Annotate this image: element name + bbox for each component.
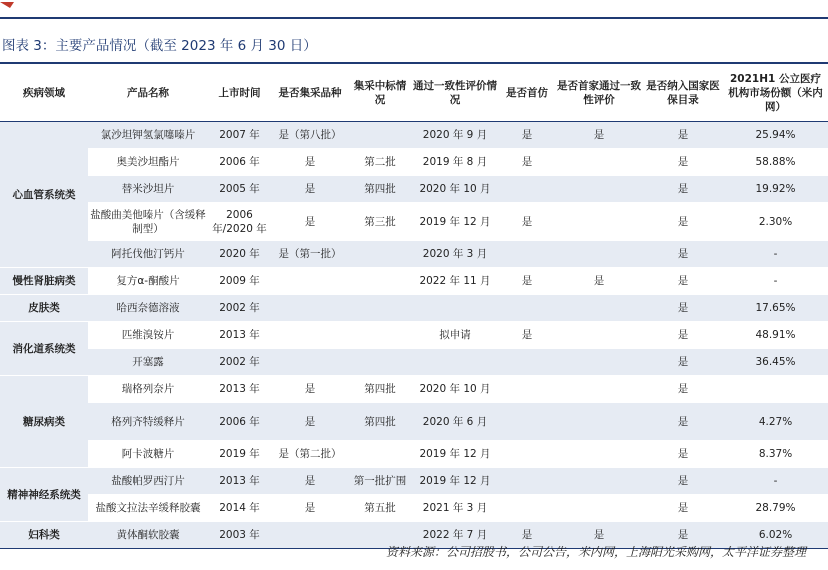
table-cell: 是 bbox=[499, 522, 555, 549]
table-cell: 第五批 bbox=[349, 495, 411, 522]
header-cell: 是否纳入国家医保目录 bbox=[643, 64, 723, 122]
table-cell bbox=[555, 295, 643, 322]
table-cell: 2020 年 3 月 bbox=[411, 241, 499, 268]
table-cell bbox=[271, 349, 349, 376]
table-cell bbox=[555, 468, 643, 495]
table-cell bbox=[555, 149, 643, 176]
table-cell: 是 bbox=[499, 322, 555, 349]
table-cell: 是 bbox=[643, 241, 723, 268]
category-cell: 皮肤类 bbox=[0, 295, 88, 322]
table-cell: 拟申请 bbox=[411, 322, 499, 349]
table-cell bbox=[499, 495, 555, 522]
table-cell bbox=[555, 322, 643, 349]
table-cell bbox=[411, 295, 499, 322]
table-cell: 2019 年 12 月 bbox=[411, 203, 499, 241]
header-cell: 是否首仿 bbox=[499, 64, 555, 122]
table-cell: 是 bbox=[643, 349, 723, 376]
table-cell bbox=[555, 403, 643, 441]
table-cell: 2006 年 bbox=[208, 149, 271, 176]
source-note: 资料来源：公司招股书，公司公告，米内网，上海阳光采购网，太平洋证券整理 bbox=[385, 545, 806, 559]
table-cell bbox=[499, 376, 555, 403]
table-row bbox=[0, 441, 828, 468]
table-cell: 是 bbox=[643, 522, 723, 549]
table-row bbox=[0, 495, 828, 522]
table-cell: 是 bbox=[643, 495, 723, 522]
table-cell: 是（第一批） bbox=[271, 241, 349, 268]
table-cell: 2013 年 bbox=[208, 376, 271, 403]
table-cell bbox=[499, 349, 555, 376]
table-cell: 2005 年 bbox=[208, 176, 271, 203]
table-cell: 2002 年 bbox=[208, 295, 271, 322]
table-cell bbox=[271, 322, 349, 349]
table-cell: 2020 年 6 月 bbox=[411, 403, 499, 441]
table-cell: 25.94% bbox=[723, 122, 828, 149]
table-cell: - bbox=[723, 468, 828, 495]
table-cell: 替米沙坦片 bbox=[88, 176, 208, 203]
table-cell: 19.92% bbox=[723, 176, 828, 203]
table-cell: 是 bbox=[643, 176, 723, 203]
header-rule bbox=[0, 17, 828, 19]
table-cell: 是 bbox=[499, 268, 555, 295]
table-cell: - bbox=[723, 241, 828, 268]
header-cell: 产品名称 bbox=[88, 64, 208, 122]
table-cell bbox=[499, 176, 555, 203]
table-cell: 58.88% bbox=[723, 149, 828, 176]
table-cell bbox=[271, 295, 349, 322]
table-cell: 2020 年 10 月 bbox=[411, 176, 499, 203]
table-cell bbox=[499, 468, 555, 495]
table-cell: 氯沙坦钾氢氯噻嗪片 bbox=[88, 122, 208, 149]
table-cell: 17.65% bbox=[723, 295, 828, 322]
table-cell: 盐酸曲美他嗪片（含缓释制型） bbox=[88, 203, 208, 241]
table-cell bbox=[349, 268, 411, 295]
table-cell bbox=[349, 322, 411, 349]
table-cell bbox=[271, 522, 349, 549]
table-cell: 2020 年 10 月 bbox=[411, 376, 499, 403]
table-cell: 2021 年 3 月 bbox=[411, 495, 499, 522]
table-header-row bbox=[0, 64, 828, 122]
table-cell: 是 bbox=[271, 149, 349, 176]
header-cell: 集采中标情况 bbox=[349, 64, 411, 122]
table-cell: 2006 年 bbox=[208, 403, 271, 441]
table-cell: 是 bbox=[643, 322, 723, 349]
table-cell bbox=[411, 349, 499, 376]
table-row bbox=[0, 149, 828, 176]
table-cell bbox=[555, 176, 643, 203]
table-cell: 6.02% bbox=[723, 522, 828, 549]
table-cell: 是 bbox=[643, 403, 723, 441]
table-cell bbox=[555, 495, 643, 522]
table-row bbox=[0, 349, 828, 376]
table-cell bbox=[499, 441, 555, 468]
table-cell: 第一批扩围 bbox=[349, 468, 411, 495]
corner-logo-mark bbox=[0, 0, 26, 12]
table-row bbox=[0, 176, 828, 203]
table-cell: 2.30% bbox=[723, 203, 828, 241]
table-row bbox=[0, 295, 828, 322]
table-cell: 2003 年 bbox=[208, 522, 271, 549]
table-cell bbox=[349, 349, 411, 376]
table-row bbox=[0, 376, 828, 403]
table-cell: 是 bbox=[555, 122, 643, 149]
table-cell: 2013 年 bbox=[208, 468, 271, 495]
table-cell: 是 bbox=[271, 495, 349, 522]
table-cell: 盐酸文拉法辛缓释胶囊 bbox=[88, 495, 208, 522]
table-cell: 格列齐特缓释片 bbox=[88, 403, 208, 441]
header-cell: 通过一致性评价情况 bbox=[411, 64, 499, 122]
category-cell: 妇科类 bbox=[0, 522, 88, 549]
table-cell: 是 bbox=[555, 522, 643, 549]
table-cell: 2019 年 12 月 bbox=[411, 441, 499, 468]
table-cell: 是 bbox=[643, 268, 723, 295]
table-cell: 奥美沙坦酯片 bbox=[88, 149, 208, 176]
table-cell: 是 bbox=[555, 268, 643, 295]
header-cell: 是否集采品种 bbox=[271, 64, 349, 122]
table-cell: 是 bbox=[643, 295, 723, 322]
table-cell: 是 bbox=[271, 376, 349, 403]
header-cell: 疾病领域 bbox=[0, 64, 88, 122]
table-cell bbox=[349, 441, 411, 468]
category-cell: 精神神经系统类 bbox=[0, 468, 88, 522]
table-cell: 2009 年 bbox=[208, 268, 271, 295]
table-cell: 是 bbox=[643, 122, 723, 149]
table-row bbox=[0, 322, 828, 349]
table-cell: 是 bbox=[499, 122, 555, 149]
table-cell: 28.79% bbox=[723, 495, 828, 522]
table-cell: 2007 年 bbox=[208, 122, 271, 149]
table-row bbox=[0, 468, 828, 495]
table-cell bbox=[555, 349, 643, 376]
category-cell: 消化道系统类 bbox=[0, 322, 88, 376]
table-cell: 2013 年 bbox=[208, 322, 271, 349]
table-cell: 是（第二批） bbox=[271, 441, 349, 468]
table-cell: 2020 年 bbox=[208, 241, 271, 268]
table-cell: 第三批 bbox=[349, 203, 411, 241]
table-cell bbox=[555, 241, 643, 268]
table-cell: 2014 年 bbox=[208, 495, 271, 522]
table-row bbox=[0, 203, 828, 241]
table-cell: 盐酸帕罗西汀片 bbox=[88, 468, 208, 495]
table-cell: 是 bbox=[643, 468, 723, 495]
table-cell: 黄体酮软胶囊 bbox=[88, 522, 208, 549]
table-cell: 是 bbox=[271, 203, 349, 241]
table-cell: 2022 年 11 月 bbox=[411, 268, 499, 295]
table-cell: 2019 年 bbox=[208, 441, 271, 468]
table-cell: 是 bbox=[643, 441, 723, 468]
table-row bbox=[0, 241, 828, 268]
header-cell: 是否首家通过一致性评价 bbox=[555, 64, 643, 122]
table-cell bbox=[349, 295, 411, 322]
table-cell: 8.37% bbox=[723, 441, 828, 468]
table-cell: 是（第八批） bbox=[271, 122, 349, 149]
table-body bbox=[0, 122, 828, 549]
header-cell: 上市时间 bbox=[208, 64, 271, 122]
table-cell: 阿托伐他汀钙片 bbox=[88, 241, 208, 268]
table-cell bbox=[349, 122, 411, 149]
table-cell bbox=[499, 241, 555, 268]
table-cell: 是 bbox=[643, 376, 723, 403]
category-cell: 心血管系统类 bbox=[0, 122, 88, 268]
table-cell bbox=[499, 295, 555, 322]
table-cell bbox=[723, 376, 828, 403]
table-cell: 是 bbox=[499, 149, 555, 176]
table-cell: 瑞格列奈片 bbox=[88, 376, 208, 403]
table-cell: 是 bbox=[271, 403, 349, 441]
figure-title: 图表 3：主要产品情况（截至 2023 年 6 月 30 日） bbox=[2, 38, 317, 54]
table-cell bbox=[271, 268, 349, 295]
table-cell: 4.27% bbox=[723, 403, 828, 441]
category-cell: 糖尿病类 bbox=[0, 376, 88, 468]
table-cell: 开塞露 bbox=[88, 349, 208, 376]
table-cell bbox=[555, 203, 643, 241]
table-cell: 2022 年 7 月 bbox=[411, 522, 499, 549]
table-cell bbox=[499, 403, 555, 441]
category-cell: 慢性肾脏病类 bbox=[0, 268, 88, 295]
table-cell: 2002 年 bbox=[208, 349, 271, 376]
table-row bbox=[0, 403, 828, 441]
table-cell: 是 bbox=[271, 468, 349, 495]
table-cell: 48.91% bbox=[723, 322, 828, 349]
table-cell: 是 bbox=[499, 203, 555, 241]
table-cell: 哈西奈德溶液 bbox=[88, 295, 208, 322]
table-cell: 匹维溴铵片 bbox=[88, 322, 208, 349]
product-table bbox=[0, 64, 828, 549]
table-cell: 第四批 bbox=[349, 403, 411, 441]
table-cell bbox=[555, 441, 643, 468]
table-cell: 是 bbox=[643, 149, 723, 176]
table-cell bbox=[555, 376, 643, 403]
table-cell: - bbox=[723, 268, 828, 295]
table-row bbox=[0, 268, 828, 295]
table-cell: 阿卡波糖片 bbox=[88, 441, 208, 468]
table-cell: 第四批 bbox=[349, 376, 411, 403]
table-row bbox=[0, 122, 828, 149]
table-cell: 2020 年 9 月 bbox=[411, 122, 499, 149]
table-cell: 第二批 bbox=[349, 149, 411, 176]
table-cell: 复方α-酮酸片 bbox=[88, 268, 208, 295]
table-cell: 2019 年 8 月 bbox=[411, 149, 499, 176]
table-cell: 是 bbox=[271, 176, 349, 203]
table-cell: 2006 年/2020 年 bbox=[208, 203, 271, 241]
table-cell: 是 bbox=[643, 203, 723, 241]
table-cell: 2019 年 12 月 bbox=[411, 468, 499, 495]
table-cell bbox=[349, 241, 411, 268]
header-cell: 2021H1 公立医疗机构市场份额（米内网） bbox=[723, 64, 828, 122]
table-cell: 36.45% bbox=[723, 349, 828, 376]
table-cell: 第四批 bbox=[349, 176, 411, 203]
